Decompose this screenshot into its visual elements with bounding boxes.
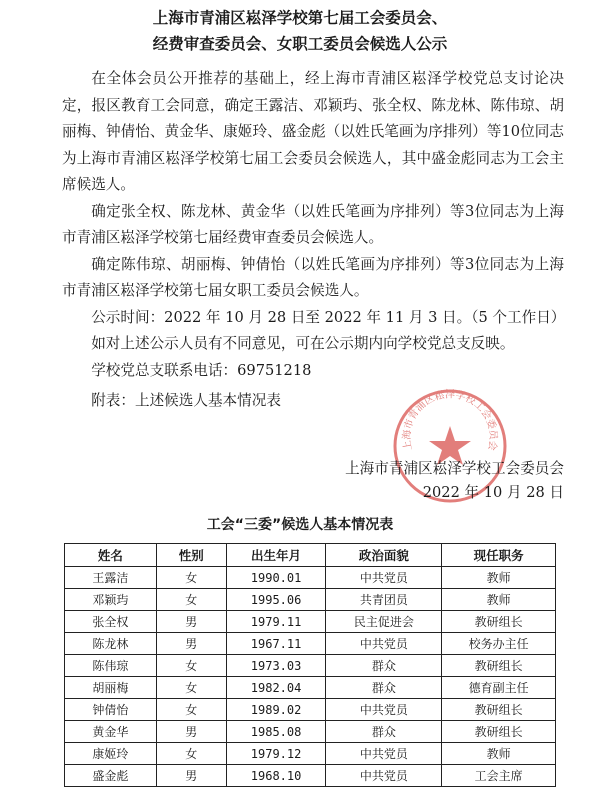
page-title-line2: 经费审查委员会、女职工委员会候选人公示 <box>152 35 448 53</box>
cell-birth: 1967.11 <box>226 633 326 655</box>
cell-birth: 1979.11 <box>226 611 326 633</box>
table-row <box>65 633 556 655</box>
cell-political: 中共党员 <box>326 765 442 787</box>
table-row <box>65 721 556 743</box>
announcement-body <box>62 66 564 415</box>
cell-position: 教研组长 <box>442 721 556 743</box>
contact-phone: 学校党总支联系电话：69751218 <box>91 361 312 379</box>
table-header-row <box>65 544 556 567</box>
cell-gender: 女 <box>156 567 226 589</box>
cell-position: 工会主席 <box>442 765 556 787</box>
cell-position: 教研组长 <box>442 655 556 677</box>
cell-gender: 女 <box>156 699 226 721</box>
cell-name: 盛金彪 <box>65 765 157 787</box>
cell-birth: 1982.04 <box>226 677 326 699</box>
cell-name: 陈龙林 <box>65 633 157 655</box>
paragraph-women-committee: 确定陈伟琼、胡丽梅、钟倩怡（以姓氏笔画为序排列）等3位同志为上海市青浦区崧泽学校第七届女职工委员会候选人。 <box>62 255 564 299</box>
cell-name: 胡丽梅 <box>65 677 157 699</box>
cell-gender: 男 <box>156 633 226 655</box>
cell-gender: 女 <box>156 743 226 765</box>
cell-gender: 男 <box>156 611 226 633</box>
col-header-position: 现任职务 <box>442 544 556 567</box>
cell-name: 邓颖玙 <box>65 589 157 611</box>
cell-gender: 女 <box>156 655 226 677</box>
table-row <box>65 589 556 611</box>
table-row <box>65 743 556 765</box>
cell-political: 群众 <box>326 721 442 743</box>
cell-political: 民主促进会 <box>326 611 442 633</box>
table-row <box>65 611 556 633</box>
cell-name: 陈伟琼 <box>65 655 157 677</box>
cell-position: 教师 <box>442 589 556 611</box>
table-row <box>65 567 556 589</box>
table-row <box>65 765 556 787</box>
cell-political: 中共党员 <box>326 699 442 721</box>
publicity-period: 公示时间：2022 年 10 月 28 日至 2022 年 11 月 3 日。（5 个工作日） <box>91 308 566 326</box>
cell-position: 教研组长 <box>442 611 556 633</box>
cell-birth: 1995.06 <box>226 589 326 611</box>
cell-position: 教师 <box>442 743 556 765</box>
cell-gender: 男 <box>156 721 226 743</box>
table-row <box>65 677 556 699</box>
cell-political: 共青团员 <box>326 589 442 611</box>
cell-political: 群众 <box>326 677 442 699</box>
cell-name: 张全权 <box>65 611 157 633</box>
signature-org: 上海市青浦区崧泽学校工会委员会 <box>345 460 564 477</box>
cell-birth: 1979.12 <box>226 743 326 765</box>
cell-gender: 女 <box>156 589 226 611</box>
cell-gender: 女 <box>156 677 226 699</box>
paragraph-union-committee: 在全体会员公开推荐的基础上，经上海市青浦区崧泽学校党总支讨论决定，报区教育工会同意，确定王露洁、邓颖玙、张全权、陈龙林、陈伟琼、胡丽梅、钟倩怡、黄金华、康姬玲、盛金彪（以姓氏笔画为序排列）等10位同志为上海市青浦区崧泽学校第七届工会委员会候选人，其中盛金彪同志为工会主席候选人。 <box>62 70 564 193</box>
attachment-note: 附表：上述候选人基本情况表 <box>91 392 281 409</box>
cell-birth: 1968.10 <box>226 765 326 787</box>
cell-name: 王露洁 <box>65 567 157 589</box>
col-header-name: 姓名 <box>65 544 157 567</box>
cell-birth: 1985.08 <box>226 721 326 743</box>
table-title: 工会“三委”候选人基本情况表 <box>206 517 394 533</box>
cell-birth: 1990.01 <box>226 567 326 589</box>
paragraph-audit-committee: 确定张全权、陈龙林、黄金华（以姓氏笔画为序排列）等3位同志为上海市青浦区崧泽学校第七届经费审查委员会候选人。 <box>62 202 564 246</box>
table-row <box>65 655 556 677</box>
cell-name: 黄金华 <box>65 721 157 743</box>
table-row <box>65 699 556 721</box>
col-header-gender: 性别 <box>156 544 226 567</box>
cell-political: 中共党员 <box>326 633 442 655</box>
cell-position: 德育副主任 <box>442 677 556 699</box>
cell-name: 康姬玲 <box>65 743 157 765</box>
candidate-table <box>64 543 556 787</box>
seal-text: 上海市青浦区崧泽学校工会委员会 <box>401 389 499 452</box>
page-title-line1: 上海市青浦区崧泽学校第七届工会委员会、 <box>152 9 448 27</box>
cell-position: 校务办主任 <box>442 633 556 655</box>
cell-gender: 男 <box>156 765 226 787</box>
cell-political: 中共党员 <box>326 567 442 589</box>
cell-name: 钟倩怡 <box>65 699 157 721</box>
col-header-political: 政治面貌 <box>326 544 442 567</box>
signature-date: 2022 年 10 月 28 日 <box>422 484 564 501</box>
cell-birth: 1989.02 <box>226 699 326 721</box>
cell-position: 教研组长 <box>442 699 556 721</box>
cell-political: 群众 <box>326 655 442 677</box>
cell-position: 教师 <box>442 567 556 589</box>
cell-birth: 1973.03 <box>226 655 326 677</box>
col-header-birth: 出生年月 <box>226 544 326 567</box>
feedback-note: 如对上述公示人员有不同意见，可在公示期内向学校党总支反映。 <box>91 335 515 352</box>
cell-political: 中共党员 <box>326 743 442 765</box>
